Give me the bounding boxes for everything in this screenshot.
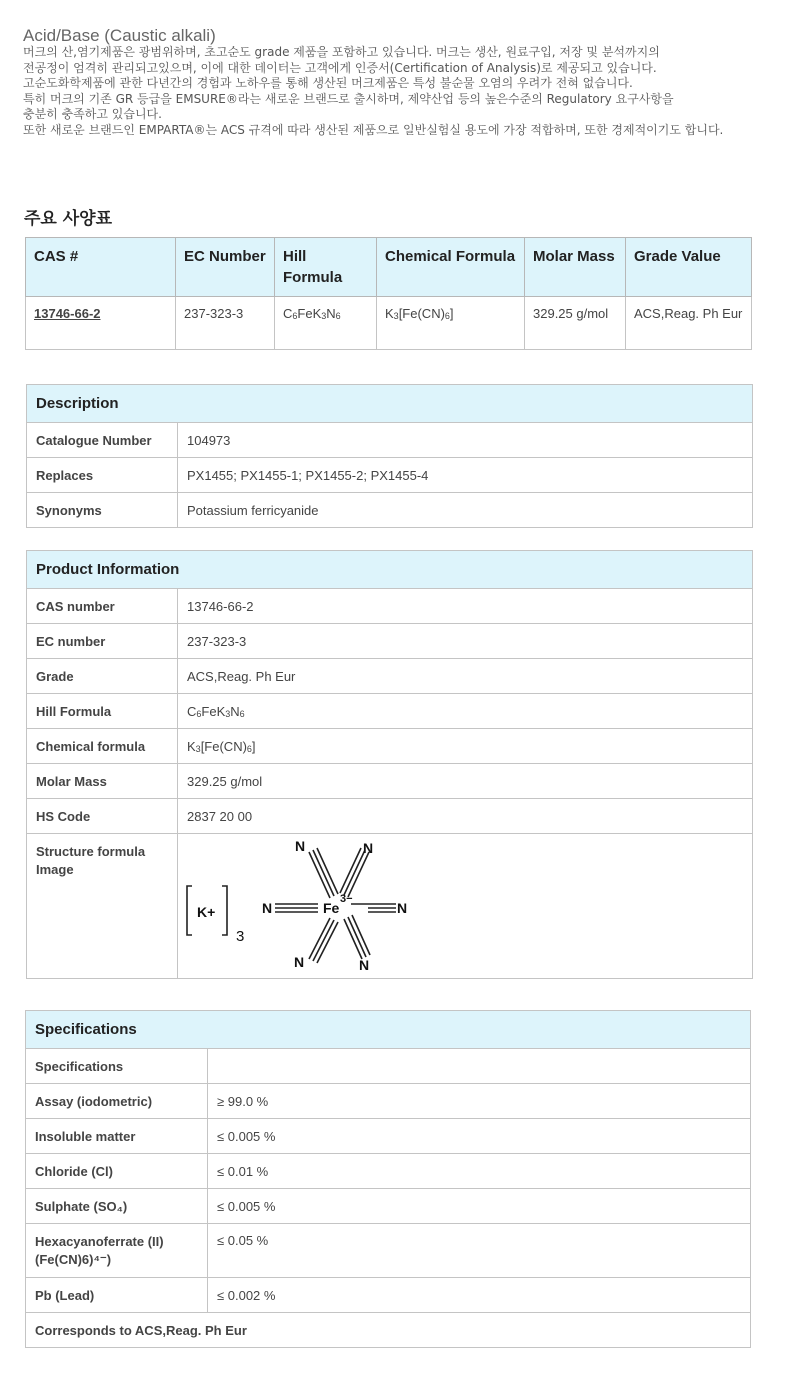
metal-label: Fe	[323, 900, 340, 916]
intro-line: 전공정이 엄격히 관리되고있으며, 이에 대한 데이터는 고객에게 인증서(Certification of Analysis)로 제공되고 있습니다.	[23, 60, 657, 75]
row-value: ≤ 0.005 %	[208, 1119, 751, 1154]
row-label: Specifications	[26, 1049, 208, 1084]
row-label: Grade	[27, 659, 178, 694]
table-header-row	[26, 238, 752, 297]
specifications-heading: Specifications	[26, 1011, 751, 1049]
formula-text: $K_3[Fe(CN)_6]$	[385, 306, 454, 321]
description-table	[26, 384, 753, 528]
table-row	[27, 834, 753, 979]
row-label: Molar Mass	[27, 764, 178, 799]
product-info-heading: Product Information	[27, 551, 753, 589]
row-label: Catalogue Number	[27, 423, 178, 458]
main-spec-heading: 주요 사양표	[24, 209, 113, 229]
hill-formula-value	[275, 297, 377, 350]
page-title: Acid/Base (Caustic alkali)	[23, 26, 216, 45]
table-row	[26, 1049, 751, 1084]
table-row	[26, 1084, 751, 1119]
specifications-footer: Corresponds to ACS,Reag. Ph Eur	[26, 1313, 751, 1348]
row-value: ≤ 0.005 %	[208, 1189, 751, 1224]
row-label: Assay (iodometric)	[26, 1084, 208, 1119]
table-row	[27, 589, 753, 624]
row-value: ACS,Reag. Ph Eur	[178, 659, 753, 694]
row-value: ≤ 0.01 %	[208, 1154, 751, 1189]
row-label: Chloride (Cl)	[26, 1154, 208, 1189]
row-label: Chemical formula	[27, 729, 178, 764]
col-header-cas: CAS #	[26, 238, 176, 297]
row-label: Hexacyanoferrate (II) (Fe(CN)6)⁴⁻)	[26, 1224, 208, 1278]
ec-value: 237-323-3	[176, 297, 275, 350]
row-label: Structure formula Image	[27, 834, 178, 979]
row-value: 13746-66-2	[178, 589, 753, 624]
table-row	[27, 458, 753, 493]
main-spec-table	[25, 237, 752, 350]
bracket-right	[222, 886, 227, 935]
table-row	[27, 799, 753, 834]
specifications-table	[25, 1010, 751, 1348]
ligand-n: N	[359, 957, 370, 973]
col-header-grade: Grade Value	[626, 238, 752, 297]
row-value: PX1455; PX1455-1; PX1455-2; PX1455-4	[178, 458, 753, 493]
cation-label: K+	[197, 904, 216, 920]
molar-mass-value: 329.25 g/mol	[525, 297, 626, 350]
bracket-left	[187, 886, 192, 935]
row-label: EC number	[27, 624, 178, 659]
formula-text: $C_6FeK_3N_6$	[283, 306, 341, 321]
ligand-n: N	[363, 840, 374, 856]
table-row	[26, 297, 752, 350]
row-label: Synonyms	[27, 493, 178, 528]
table-row	[26, 1278, 751, 1313]
table-row	[27, 493, 753, 528]
intro-line: 머크의 산,염기제품은 광범위하며, 초고순도 grade 제품을 포함하고 있습니다. 머크는 생산, 원료구입, 저장 및 분석까지의	[23, 45, 660, 59]
row-value: ≤ 0.002 %	[208, 1278, 751, 1313]
chemical-formula-value	[377, 297, 525, 350]
row-value	[178, 694, 753, 729]
row-value: 104973	[178, 423, 753, 458]
row-value: ≤ 0.05 %	[208, 1224, 751, 1278]
row-label: Replaces	[27, 458, 178, 493]
table-row	[27, 729, 753, 764]
table-row	[27, 694, 753, 729]
structure-formula-image	[178, 835, 478, 977]
ligand-n: N	[295, 838, 306, 854]
intro-line: 특히 머크의 기존 GR 등급을 EMSURE®라는 새로운 브랜드로 출시하며, 제약산업 등의 높은수준의 Regulatory 요구사항을	[23, 91, 674, 106]
row-label: Sulphate (SO₄)	[26, 1189, 208, 1224]
table-row	[26, 1224, 751, 1278]
intro-text	[23, 45, 790, 138]
row-value: 329.25 g/mol	[178, 764, 753, 799]
ligand-n: N	[294, 954, 305, 970]
formula-text: $C_6FeK_3N_6$	[187, 703, 245, 719]
row-value: 2837 20 00	[178, 799, 753, 834]
table-row	[27, 764, 753, 799]
table-row	[26, 1154, 751, 1189]
grade-value: ACS,Reag. Ph Eur	[626, 297, 752, 350]
table-row	[27, 624, 753, 659]
col-header-hill: Hill Formula	[275, 238, 377, 297]
col-header-molar: Molar Mass	[525, 238, 626, 297]
row-value	[178, 729, 753, 764]
row-label: Pb (Lead)	[26, 1278, 208, 1313]
row-value: Potassium ferricyanide	[178, 493, 753, 528]
row-value: 237-323-3	[178, 624, 753, 659]
product-info-table	[26, 550, 753, 979]
cation-count: 3	[236, 928, 245, 945]
row-label: Hill Formula	[27, 694, 178, 729]
formula-text: $K_3[Fe(CN)_6]$	[187, 738, 256, 754]
charge-label: 3−	[340, 893, 353, 905]
ligand-n: N	[397, 900, 408, 916]
col-header-chemical: Chemical Formula	[377, 238, 525, 297]
table-row	[26, 1313, 751, 1348]
table-row	[26, 1119, 751, 1154]
intro-line: 고순도화학제품에 관한 다년간의 경험과 노하우를 통해 생산된 머크제품은 특성 불순물 오염의 우려가 전혀 없습니다.	[23, 76, 633, 90]
row-label: Insoluble matter	[26, 1119, 208, 1154]
intro-line: 또한 새로운 브랜드인 EMPARTA®는 ACS 규격에 따라 생산된 제품으로 일반실험실 용도에 가장 적합하며, 또한 경제적이기도 합니다.	[23, 122, 724, 137]
table-row	[27, 659, 753, 694]
col-header-ec: EC Number	[176, 238, 275, 297]
table-row	[27, 423, 753, 458]
table-row	[26, 1189, 751, 1224]
cas-link[interactable]: 13746-66-2	[26, 297, 176, 350]
row-label: HS Code	[27, 799, 178, 834]
row-label: CAS number	[27, 589, 178, 624]
structure-image	[178, 834, 753, 979]
intro-line: 충분히 충족하고 있습니다.	[23, 107, 162, 121]
ligand-n: N	[262, 900, 273, 916]
row-value	[208, 1049, 751, 1084]
row-value: ≥ 99.0 %	[208, 1084, 751, 1119]
description-heading: Description	[27, 385, 753, 423]
